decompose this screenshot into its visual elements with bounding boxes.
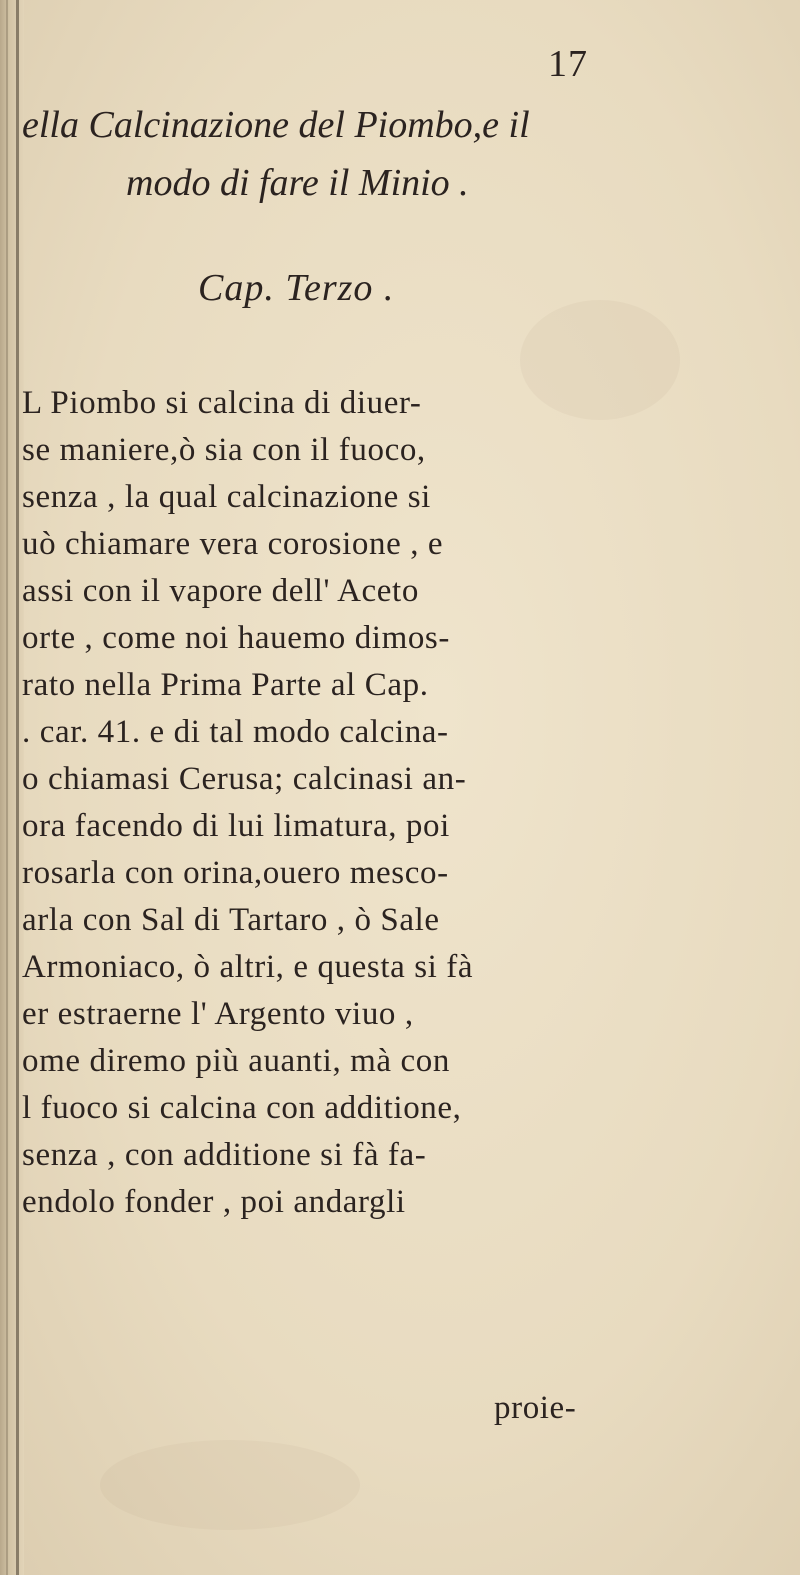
text-line: uò chiamare vera corosione , e [22, 526, 444, 562]
text-line: L Piombo si calcina di diuer- [22, 385, 422, 421]
text-line: . car. 41. e di tal modo calcina- [22, 714, 449, 750]
text-line: rato nella Prima Parte al Cap. [22, 667, 429, 703]
binding-gutter [0, 0, 24, 1575]
heading-line: ella Calcinazione del Piombo,e il [22, 104, 530, 146]
text-line: Armoniaco, ò altri, e questa si fà [22, 949, 474, 985]
text-line: se maniere,ò sia con il fuoco, [22, 432, 426, 468]
paper-stain [100, 1440, 360, 1530]
body-text [22, 380, 702, 1226]
text-line: senza , la qual calcinazione si [22, 479, 431, 515]
text-line: senza , con additione si fà fa- [22, 1137, 427, 1173]
page-number: 17 [548, 43, 588, 85]
text-line: endolo fonder , poi andargli [22, 1184, 406, 1220]
chapter-heading [22, 96, 722, 212]
text-line: o chiamasi Cerusa; calcinasi an- [22, 761, 467, 797]
text-line: rosarla con orina,ouero mesco- [22, 855, 449, 891]
text-line: assi con il vapore dell' Aceto [22, 573, 419, 609]
heading-line: modo di fare il Minio . [126, 162, 469, 204]
text-line: er estraerne l' Argento viuo , [22, 996, 414, 1032]
text-line: ora facendo di lui limatura, poi [22, 808, 450, 844]
binding-line [16, 0, 19, 1575]
page-edge-line [6, 0, 8, 1575]
text-line: ome diremo più auanti, mà con [22, 1043, 450, 1079]
text-line: l fuoco si calcina con additione, [22, 1090, 462, 1126]
chapter-label: Cap. Terzo . [198, 267, 395, 309]
text-line: arla con Sal di Tartaro , ò Sale [22, 902, 440, 938]
text-line: orte , come noi hauemo dimos- [22, 620, 450, 656]
catchword: proie- [494, 1390, 577, 1426]
